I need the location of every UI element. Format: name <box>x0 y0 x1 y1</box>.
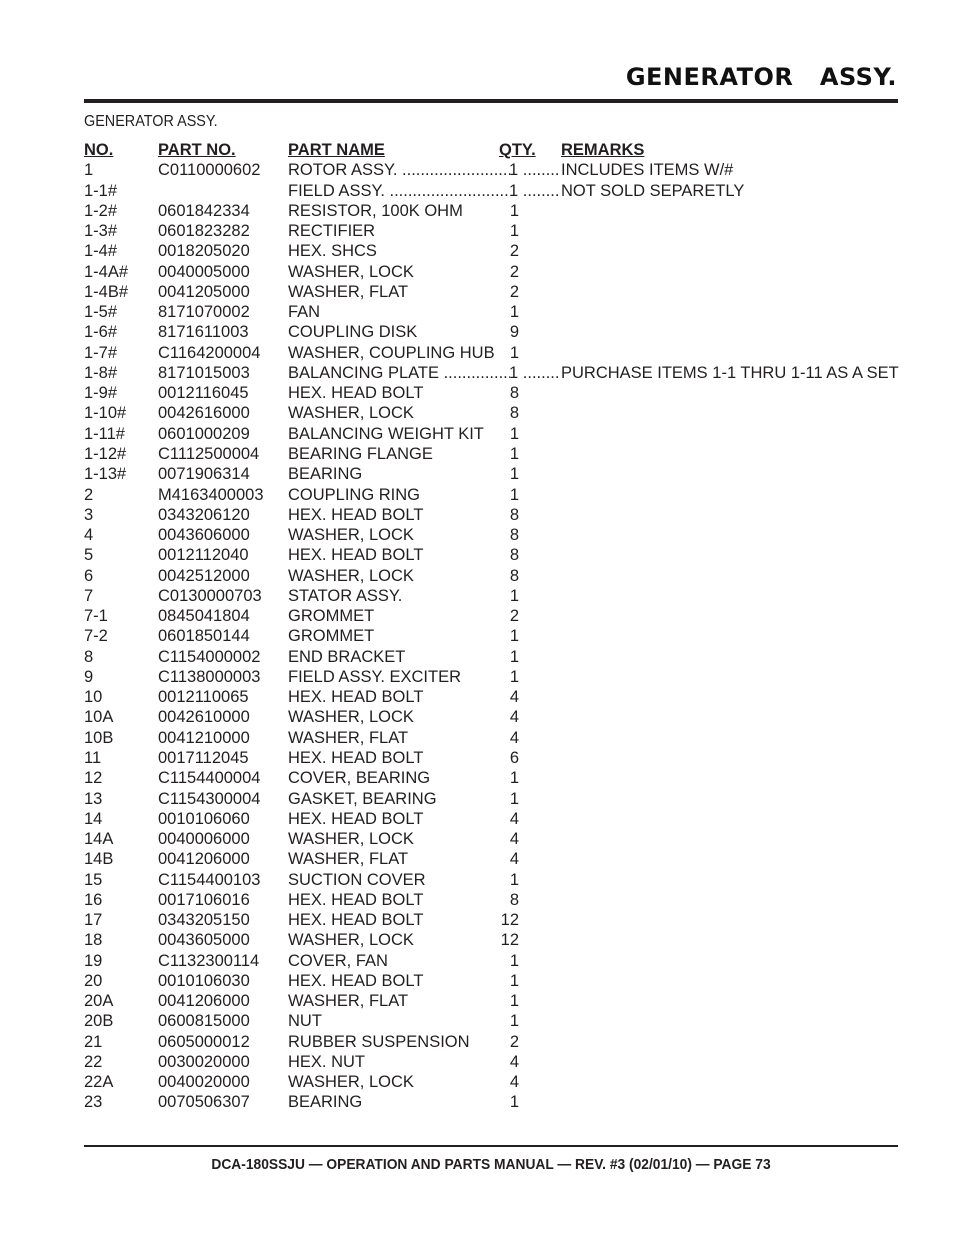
table-row <box>0 809 954 829</box>
table-row <box>0 1032 954 1052</box>
part-number-index: 1 <box>84 161 94 180</box>
part-number: 0017106016 <box>158 890 250 909</box>
header-remarks: REMARKS <box>561 141 645 159</box>
table-row <box>0 1092 954 1112</box>
part-number-index: 1-1# <box>84 181 118 200</box>
part-number-index: 1-4B# <box>84 282 129 301</box>
part-number-index: 8 <box>84 647 94 666</box>
table-row <box>0 241 954 261</box>
part-number: 0845041804 <box>158 607 250 626</box>
part-number-index: 20B <box>84 1012 114 1031</box>
part-number-index: 16 <box>84 890 103 909</box>
part-number-index: 13 <box>84 789 103 808</box>
part-number-index: 14 <box>84 809 103 828</box>
page-title: GENERATOR ASSY. <box>625 63 897 91</box>
part-number-index: 18 <box>84 931 103 950</box>
quantity: 4 <box>509 1073 519 1092</box>
quantity: 8 <box>509 890 519 909</box>
quantity: 4 <box>509 1052 519 1071</box>
quantity: 1 <box>509 343 519 362</box>
part-number-index: 1-11# <box>84 424 125 443</box>
header-qty: QTY. <box>499 141 536 159</box>
quantity: 8 <box>509 546 519 565</box>
quantity: 2 <box>509 262 519 281</box>
table-row <box>0 1072 954 1092</box>
table-row <box>0 282 954 302</box>
part-name: BALANCING WEIGHT KIT <box>288 424 484 443</box>
part-name: COUPLING RING <box>288 485 421 504</box>
remarks: NOT SOLD SEPARETLY <box>561 181 745 200</box>
part-number-index: 7-1 <box>84 607 108 626</box>
table-row <box>0 262 954 282</box>
part-name: HEX. SHCS <box>288 242 377 261</box>
part-number: 0042512000 <box>158 566 250 585</box>
part-number: 0018205020 <box>158 242 250 261</box>
part-number: C1138000003 <box>158 667 261 686</box>
part-name: WASHER, LOCK <box>288 931 414 950</box>
part-number: 0010106060 <box>158 809 250 828</box>
part-number: 0042616000 <box>158 404 250 423</box>
quantity: 1 <box>509 201 519 220</box>
header-part-name: PART NAME <box>288 141 385 159</box>
part-name: GROMMET <box>288 627 375 646</box>
table-row <box>0 849 954 869</box>
part-number: 0012110065 <box>158 688 249 707</box>
part-name: HEX. HEAD BOLT <box>288 505 424 524</box>
table-row <box>0 870 954 890</box>
table-row <box>0 424 954 444</box>
part-name: ROTOR ASSY. ..... <box>288 160 510 180</box>
part-name: WASHER, FLAT <box>288 728 409 747</box>
page-footer: DCA-180SSJU — OPERATION AND PARTS MANUAL — REV. #3 (02/01/10) — PAGE 73 <box>211 1156 771 1173</box>
part-name: FIELD ASSY. EXCITER <box>288 667 462 686</box>
quantity: 1 <box>509 627 519 646</box>
quantity: 1 ..... <box>509 181 561 201</box>
part-number: 0041206000 <box>158 850 250 869</box>
table-row <box>0 951 954 971</box>
header-no: NO. <box>84 141 114 159</box>
part-number: C1154400004 <box>158 769 261 788</box>
quantity: 1 <box>509 870 519 889</box>
table-row <box>0 748 954 768</box>
part-number: 0605000012 <box>158 1032 250 1051</box>
part-number-index: 1-7# <box>84 343 118 362</box>
quantity: 1 ..... <box>509 160 561 180</box>
quantity: 1 <box>509 667 519 686</box>
quantity: 1 <box>509 586 519 605</box>
part-number-index: 15 <box>84 870 103 889</box>
part-number-index: 1-4A# <box>84 262 129 281</box>
quantity: 1 <box>509 992 519 1011</box>
part-name: WASHER, LOCK <box>288 566 414 585</box>
table-row <box>0 322 954 342</box>
part-name: FIELD ASSY. ..... <box>288 181 510 201</box>
part-number: C0110000602 <box>158 161 261 180</box>
part-name: HEX. HEAD BOLT <box>288 890 424 909</box>
part-number: 8171070002 <box>158 303 250 322</box>
quantity: 9 <box>509 323 519 342</box>
part-name: BEARING <box>288 1093 363 1112</box>
part-name: WASHER, LOCK <box>288 404 414 423</box>
part-name: HEX. HEAD BOLT <box>288 971 424 990</box>
part-number: 0017112045 <box>158 748 249 767</box>
part-number-index: 17 <box>84 911 103 930</box>
part-number: 0041205000 <box>158 282 250 301</box>
quantity: 1 <box>509 303 519 322</box>
quantity: 4 <box>509 850 519 869</box>
part-number-index: 22A <box>84 1073 114 1092</box>
part-name: BALANCING PLATE ..... <box>288 363 510 383</box>
quantity: 1 <box>509 485 519 504</box>
part-number-index: 22 <box>84 1052 103 1071</box>
table-row <box>0 687 954 707</box>
part-number-index: 14A <box>84 830 114 849</box>
quantity: 1 <box>509 951 519 970</box>
part-number-index: 10 <box>84 688 103 707</box>
part-number: 0601823282 <box>158 222 250 241</box>
table-row <box>0 403 954 423</box>
part-name: WASHER, LOCK <box>288 708 414 727</box>
quantity: 4 <box>509 688 519 707</box>
quantity: 1 <box>509 424 519 443</box>
remarks: INCLUDES ITEMS W/# <box>561 161 734 180</box>
part-number-index: 9 <box>84 667 94 686</box>
part-name: WASHER, FLAT <box>288 282 409 301</box>
part-name: GASKET, BEARING <box>288 789 437 808</box>
parts-table <box>0 140 954 1113</box>
part-name: END BRACKET <box>288 647 406 666</box>
part-number-index: 10B <box>84 728 114 747</box>
table-row <box>0 505 954 525</box>
quantity: 8 <box>509 384 519 403</box>
part-number-index: 1-2# <box>84 201 118 220</box>
part-number: 8171611003 <box>158 323 249 342</box>
part-number-index: 1-12# <box>84 444 127 463</box>
quantity: 8 <box>509 526 519 545</box>
quantity: 6 <box>509 748 519 767</box>
table-row <box>0 910 954 930</box>
part-number: C1154000002 <box>158 647 261 666</box>
part-number-index: 7-2 <box>84 627 108 646</box>
table-row <box>0 160 954 180</box>
part-number: 0041210000 <box>158 728 250 747</box>
part-name: HEX. HEAD BOLT <box>288 688 424 707</box>
table-row <box>0 647 954 667</box>
quantity: 12 <box>500 911 519 930</box>
part-name: WASHER, FLAT <box>288 992 409 1011</box>
quantity: 4 <box>509 830 519 849</box>
part-number: 0043606000 <box>158 526 250 545</box>
part-name: SUCTION COVER <box>288 870 426 889</box>
part-name: HEX. NUT <box>288 1052 366 1071</box>
quantity: 2 <box>509 242 519 261</box>
part-number-index: 2 <box>84 485 94 504</box>
part-number: 0601842334 <box>158 201 250 220</box>
table-row <box>0 586 954 606</box>
part-name: COUPLING DISK <box>288 323 418 342</box>
part-number: C1164200004 <box>158 343 261 362</box>
table-row <box>0 707 954 727</box>
part-name: FAN <box>288 303 321 322</box>
part-name: HEX. HEAD BOLT <box>288 911 424 930</box>
part-name: COVER, FAN <box>288 951 388 970</box>
part-name: STATOR ASSY. <box>288 586 403 605</box>
part-number: C1154300004 <box>158 789 261 808</box>
table-row <box>0 525 954 545</box>
part-name: BEARING FLANGE <box>288 444 433 463</box>
table-row <box>0 444 954 464</box>
table-row <box>0 566 954 586</box>
part-number: 0012116045 <box>158 384 249 403</box>
part-number-index: 1-5# <box>84 303 118 322</box>
quantity: 8 <box>509 566 519 585</box>
table-row <box>0 221 954 241</box>
part-number-index: 1-8# <box>84 363 118 382</box>
quantity: 1 ..... <box>509 363 561 383</box>
header-part-no: PART NO. <box>158 141 236 159</box>
part-name: HEX. HEAD BOLT <box>288 809 424 828</box>
part-number-index: 21 <box>84 1032 103 1051</box>
part-number-index: 14B <box>84 850 114 869</box>
quantity: 4 <box>509 708 519 727</box>
table-row <box>0 485 954 505</box>
part-number: C1112500004 <box>158 444 260 463</box>
table-row <box>0 728 954 748</box>
part-number-index: 4 <box>84 526 94 545</box>
quantity: 1 <box>509 1093 519 1112</box>
part-number-index: 1-10# <box>84 404 127 423</box>
part-number: 0040005000 <box>158 262 250 281</box>
quantity: 1 <box>509 444 519 463</box>
part-number-index: 20 <box>84 971 103 990</box>
table-row <box>0 829 954 849</box>
part-name: HEX. HEAD BOLT <box>288 384 424 403</box>
part-name: RESISTOR, 100K OHM <box>288 201 463 220</box>
quantity: 8 <box>509 505 519 524</box>
part-number: 0012112040 <box>158 546 249 565</box>
part-number: 0041206000 <box>158 992 250 1011</box>
part-name: RUBBER SUSPENSION <box>288 1032 470 1051</box>
quantity: 1 <box>509 769 519 788</box>
part-name: WASHER, LOCK <box>288 526 414 545</box>
part-number: C0130000703 <box>158 586 262 605</box>
part-number: 0010106030 <box>158 971 250 990</box>
part-name: GROMMET <box>288 607 375 626</box>
part-number: 0040020000 <box>158 1073 250 1092</box>
table-row <box>0 464 954 484</box>
table-row <box>0 545 954 565</box>
part-number-index: 1-13# <box>84 465 127 484</box>
quantity: 1 <box>509 1012 519 1031</box>
table-row <box>0 606 954 626</box>
part-name: WASHER, LOCK <box>288 1073 414 1092</box>
quantity: 1 <box>509 647 519 666</box>
table-row <box>0 1011 954 1031</box>
quantity: 12 <box>500 931 519 950</box>
table-header <box>0 140 954 160</box>
part-name: WASHER, COUPLING HUB <box>288 343 495 362</box>
part-number: 0071906314 <box>158 465 250 484</box>
table-row <box>0 991 954 1011</box>
part-name: WASHER, FLAT <box>288 850 409 869</box>
part-number: 0343206120 <box>158 505 250 524</box>
part-number-index: 7 <box>84 586 94 605</box>
table-row <box>0 201 954 221</box>
part-number-index: 23 <box>84 1093 103 1112</box>
part-number-index: 19 <box>84 951 103 970</box>
part-name: WASHER, LOCK <box>288 262 414 281</box>
part-number-index: 12 <box>84 769 103 788</box>
quantity: 1 <box>509 222 519 241</box>
quantity: 1 <box>509 465 519 484</box>
part-number-index: 1-6# <box>84 323 118 342</box>
part-number-index: 1-3# <box>84 222 118 241</box>
part-number-index: 1-9# <box>84 384 118 403</box>
part-number: 0040006000 <box>158 830 250 849</box>
bottom-divider <box>84 1145 898 1147</box>
part-number: M4163400003 <box>158 485 264 504</box>
table-row <box>0 930 954 950</box>
part-number-index: 1-4# <box>84 242 118 261</box>
part-name: NUT <box>288 1012 322 1031</box>
table-row <box>0 768 954 788</box>
part-name: RECTIFIER <box>288 222 376 241</box>
part-number-index: 10A <box>84 708 114 727</box>
part-name: WASHER, LOCK <box>288 830 414 849</box>
part-number-index: 3 <box>84 505 94 524</box>
part-number: C1154400103 <box>158 870 261 889</box>
part-number: 0600815000 <box>158 1012 250 1031</box>
quantity: 2 <box>509 1032 519 1051</box>
quantity: 1 <box>509 789 519 808</box>
part-number: 0601000209 <box>158 424 250 443</box>
table-row <box>0 343 954 363</box>
part-number: 0601850144 <box>158 627 250 646</box>
part-name: HEX. HEAD BOLT <box>288 748 424 767</box>
part-name: BEARING <box>288 465 363 484</box>
quantity: 4 <box>509 728 519 747</box>
table-body <box>0 160 954 1112</box>
part-number-index: 5 <box>84 546 94 565</box>
part-number: 0343205150 <box>158 911 250 930</box>
table-row <box>0 181 954 201</box>
part-number: C1132300114 <box>158 951 260 970</box>
table-row <box>0 626 954 646</box>
quantity: 8 <box>509 404 519 423</box>
table-row <box>0 667 954 687</box>
part-number: 0070506307 <box>158 1093 250 1112</box>
table-row <box>0 1052 954 1072</box>
quantity: 1 <box>509 971 519 990</box>
table-row <box>0 363 954 383</box>
section-title: GENERATOR ASSY. <box>84 113 218 130</box>
top-divider <box>84 99 898 103</box>
remarks: PURCHASE ITEMS 1-1 THRU 1-11 AS A SET <box>561 363 899 382</box>
table-row <box>0 789 954 809</box>
part-number: 0030020000 <box>158 1052 250 1071</box>
part-number: 8171015003 <box>158 363 250 382</box>
quantity: 2 <box>509 607 519 626</box>
part-name: COVER, BEARING <box>288 769 431 788</box>
table-row <box>0 890 954 910</box>
table-row <box>0 971 954 991</box>
part-number: 0043605000 <box>158 931 250 950</box>
part-name: HEX. HEAD BOLT <box>288 546 424 565</box>
table-row <box>0 302 954 322</box>
table-row <box>0 383 954 403</box>
quantity: 4 <box>509 809 519 828</box>
quantity: 2 <box>509 282 519 301</box>
part-number-index: 6 <box>84 566 94 585</box>
part-number-index: 11 <box>84 748 102 767</box>
part-number: 0042610000 <box>158 708 250 727</box>
part-number-index: 20A <box>84 992 114 1011</box>
